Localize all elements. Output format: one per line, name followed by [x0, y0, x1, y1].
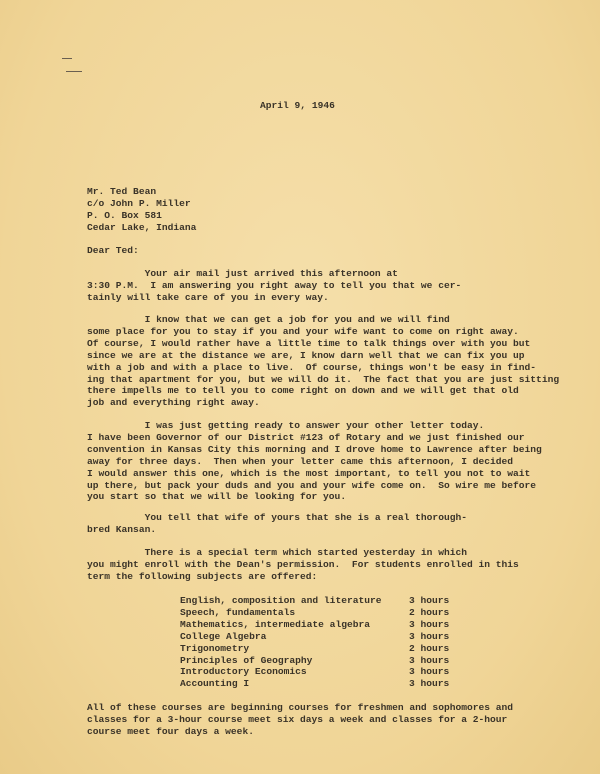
course-subject: Trigonometry: [180, 642, 250, 654]
text-line: term the following subjects are offered:: [87, 570, 318, 582]
text-line: Cedar Lake, Indiana: [87, 221, 197, 233]
text-line: classes for a 3-hour course meet six days a week and classes for a 2-hour: [87, 713, 508, 725]
margin-mark: [62, 58, 72, 59]
text-line: Of course, I would rather have a little time to talk things over with you but: [87, 337, 531, 349]
text-line: bred Kansan.: [87, 523, 157, 535]
text-line: I know that we can get a job for you and we will find: [87, 314, 450, 325]
course-subject: College Algebra: [180, 630, 267, 642]
paragraph: [87, 547, 519, 583]
text-line: P. O. Box 581: [87, 209, 162, 221]
paragraph: [87, 512, 467, 536]
course-list: [180, 595, 449, 690]
text-line: away for three days. Then when your letter came this afternoon, I decided: [87, 455, 514, 467]
course-hours: 3 hours: [409, 678, 450, 690]
text-line: 3:30 P.M. I am answering you right away to tell you that we cer-: [87, 279, 462, 291]
text-line: you start so that we will be looking for you.: [87, 491, 347, 503]
course-hours: 3 hours: [409, 595, 450, 606]
text-line: ing that apartment for you, but we will do it. The fact that you are just sitting: [87, 373, 560, 385]
text-line: since we are at the distance we are, I know darn well that we can fix you up: [87, 349, 525, 361]
course-subject: English, composition and literature: [180, 595, 382, 606]
recipient-address: [87, 186, 196, 234]
course-subject: Principles of Geography: [180, 654, 313, 666]
course-row: [180, 678, 449, 690]
text-line: you might enroll with the Dean's permission. For students enrolled in this: [87, 558, 519, 570]
text-line: there impells me to tell you to come right on down and we will get that old: [87, 385, 519, 397]
course-subject: Introductory Economics: [180, 666, 307, 678]
text-line: up there, but pack your duds and you and your wife come on. So wire me before: [87, 479, 537, 491]
text-line: with a job and with a place to live. Of course, things won't be easy in find-: [87, 361, 537, 373]
text-line: convention in Kansas City this morning and I drove home to Lawrence after being: [87, 443, 542, 455]
course-hours: 2 hours: [409, 606, 450, 618]
course-row: [180, 643, 449, 655]
course-hours: 3 hours: [409, 618, 450, 630]
paragraph: [87, 314, 559, 409]
text-line: course meet four days a week.: [87, 725, 254, 737]
text-line: tainly will take care of you in every way.: [87, 291, 329, 303]
course-subject: Accounting I: [180, 678, 250, 690]
text-line: I have been Governor of our District #123 of Rotary and we just finished our: [87, 431, 525, 443]
text-line: You tell that wife of yours that she is a real thorough-: [87, 512, 467, 523]
letter-date: April 9, 1946: [260, 100, 335, 111]
text-line: Your air mail just arrived this afternoon at: [87, 268, 398, 279]
text-line: There is a special term which started yesterday in which: [87, 547, 467, 558]
course-row: [180, 619, 449, 631]
margin-mark: [66, 71, 82, 72]
course-hours: 3 hours: [409, 654, 450, 666]
course-row: [180, 655, 449, 667]
text-line: Mr. Ted Bean: [87, 186, 157, 197]
course-subject: Mathematics, intermediate algebra: [180, 618, 370, 630]
course-subject: Speech, fundamentals: [180, 606, 296, 618]
course-row: [180, 607, 449, 619]
course-hours: 3 hours: [409, 630, 450, 642]
paragraph: [87, 420, 542, 503]
text-line: some place for you to stay if you and your wife want to come on right away.: [87, 325, 519, 337]
text-line: job and everything right away.: [87, 397, 260, 409]
course-row: [180, 595, 449, 607]
salutation: Dear Ted:: [87, 245, 139, 256]
text-line: All of these courses are beginning courses for freshmen and sophomores and: [87, 702, 514, 713]
text-line: c/o John P. Miller: [87, 197, 191, 209]
course-row: [180, 631, 449, 643]
closing-paragraph: [87, 702, 513, 738]
text-line: I would answer this one, which is the most important, to tell you not to wait: [87, 467, 531, 479]
course-row: [180, 666, 449, 678]
course-hours: 3 hours: [409, 666, 450, 678]
text-line: I was just getting ready to answer your other letter today.: [87, 420, 485, 431]
course-hours: 2 hours: [409, 642, 450, 654]
paragraph: [87, 268, 461, 304]
